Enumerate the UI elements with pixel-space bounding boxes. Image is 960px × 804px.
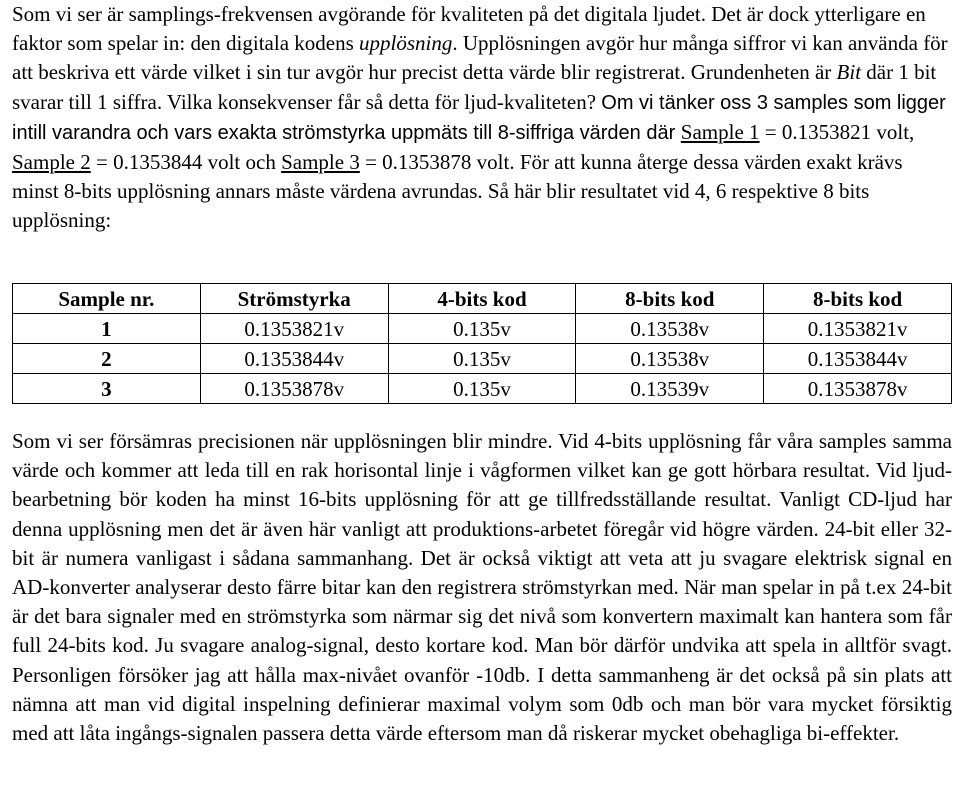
header-stromstyrka: Strömstyrka <box>200 284 388 314</box>
table-cell: 0.1353821v <box>200 314 388 344</box>
table-cell: 0.1353821v <box>764 314 952 344</box>
intro-sentence-1-end: . Upplösningen avgör hur många siffror vi kan använda för att beskriva ett värde vilket i sin tur avgör hur precist detta värde blir registrerat. Grundenheten är <box>12 31 948 85</box>
table-cell: 1 <box>13 314 201 344</box>
sample-1-label: Sample 1 <box>680 119 760 144</box>
intro-sentence-3: Om vi tänker oss 3 samples som ligger intill varandra och vars exakta strömstyrka uppmäts till 8-siffriga värden där <box>12 91 946 144</box>
table-cell: 0.135v <box>388 344 576 374</box>
intro-sentence-2: där 1 bit svarar till 1 siffra. Vilka konsekvenser får så detta för ljud-kvaliteten? <box>12 60 937 114</box>
table-cell: 2 <box>13 344 201 374</box>
table-cell: 0.1353844v <box>764 344 952 374</box>
sample-2-value: = 0.1353844 volt och <box>90 150 282 175</box>
sample-3-value: = 0.1353878 volt. <box>359 150 520 175</box>
sample-2-label: Sample 2 <box>12 150 91 175</box>
table-cell: 3 <box>13 374 201 404</box>
table-cell: 0.13539v <box>576 374 764 404</box>
table-cell: 0.13538v <box>576 344 764 374</box>
header-8bits-a: 8-bits kod <box>576 284 764 314</box>
intro-paragraph <box>12 0 952 236</box>
table-cell: 0.1353844v <box>200 344 388 374</box>
header-8bits-b: 8-bits kod <box>764 284 952 314</box>
table-cell: 0.13538v <box>576 314 764 344</box>
sample-3-label: Sample 3 <box>281 150 360 175</box>
sample-1-value: = 0.1353821 volt, <box>759 119 915 144</box>
table-row <box>13 374 952 404</box>
resolution-table <box>12 283 952 404</box>
table-row <box>13 314 952 344</box>
table-header-row <box>13 284 952 314</box>
conclusion-paragraph: Som vi ser försämras precisionen när upplösningen blir mindre. Vid 4-bits upplösning får våra samples samma värde och kommer att leda till en rak horisontal linje i vågformen vilket kan ge gott hörbara resultat. Vid ljud-bearbetning bör koden ha minst 16-bits upplösning för att ge tillfredsställande resultat. Vanligt CD-ljud har denna upplösning men det är även här vanligt att produktions-arbetet föregår vid högre värden. 24-bit eller 32-bit är numera vanligast i sådana sammanhang. Det är också viktigt att veta att ju svagare elektrisk signal en AD-konverter analyserar desto färre bitar kan den registrera strömstyrkan med. När man spelar in på t.ex 24-bit är det bara signaler med en strömstyrka som närmar sig det nivå som konvertern maximalt kan hantera som får full 24-bits kod. Ju svagare analog-signal, desto kortare kod. Man bör därför undvika att spela in alltför svagt. Personligen försöker jag att hålla max-nivået ovanför -10db. I detta sammanheng är det också på sin plats att nämna att man vid digital inspelning definierar maximal volym som 0db och man bör vara mycket försiktig med att låta ingångs-signalen passera detta värde eftersom man då riskerar mycket obehagliga bi-effekter. <box>12 429 952 746</box>
header-4bits: 4-bits kod <box>388 284 576 314</box>
table-cell: 0.135v <box>388 374 576 404</box>
intro-sentence-1: Som vi ser är samplings-frekvensen avgörande för kvaliteten på det digitala ljudet. Det är dock ytterligare en faktor som spelar in: den digitala kodens <box>12 2 926 56</box>
bit-term: Bit <box>836 60 862 85</box>
header-sample-nr: Sample nr. <box>13 284 201 314</box>
table-cell: 0.1353878v <box>200 374 388 404</box>
table-cell: 0.135v <box>388 314 576 344</box>
upplosning-term: upplösning <box>359 31 453 56</box>
table-row <box>13 344 952 374</box>
intro-sentence-4: För att kunna återge dessa värden exakt krävs minst 8-bits upplösning annars måste värdena avrundas. Så här blir resultatet vid 4, 6 respektive 8 bits upplösning: <box>12 150 903 233</box>
table-cell: 0.1353878v <box>764 374 952 404</box>
